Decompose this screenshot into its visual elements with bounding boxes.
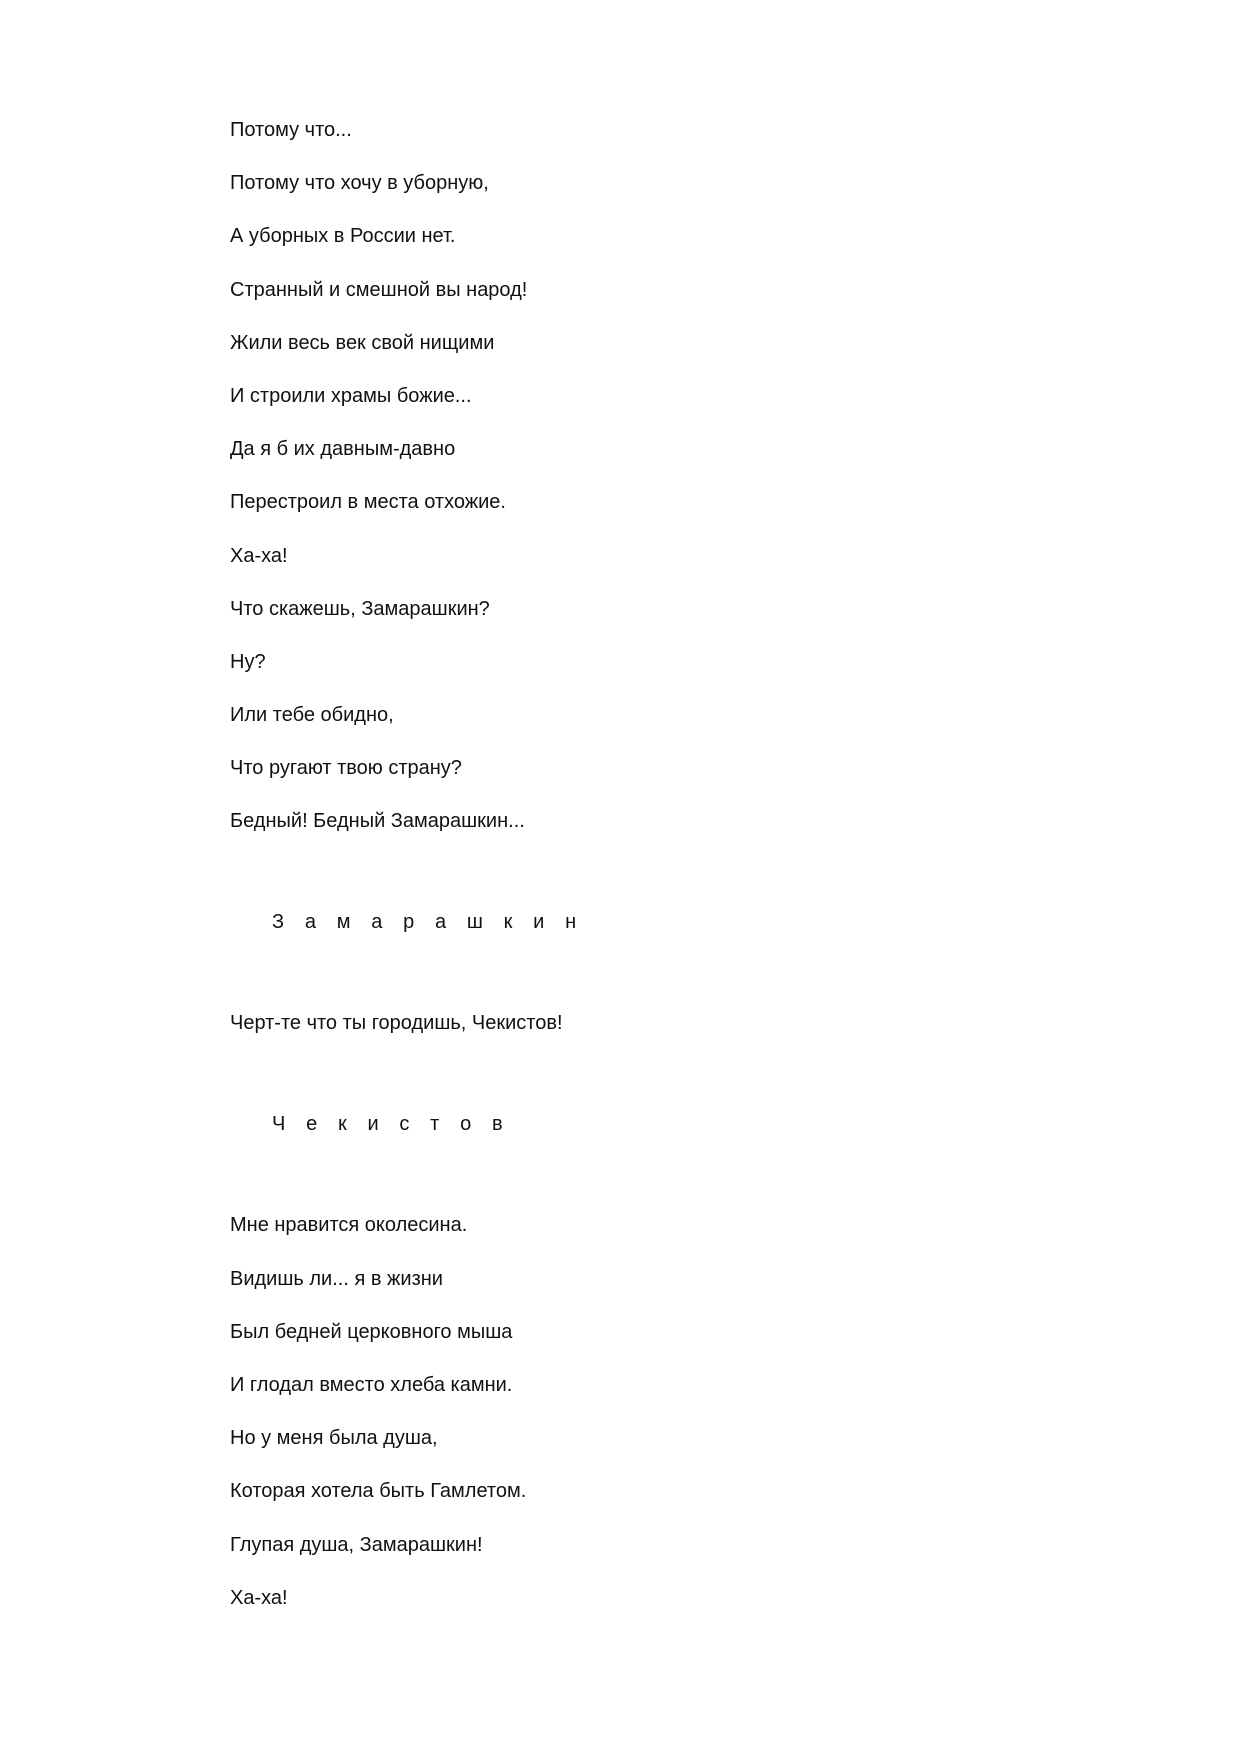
poem-line: Но у меня была душа, <box>230 1427 438 1450</box>
poem-line: Потому что... <box>230 119 352 141</box>
poem-line: Бедный! Бедный Замарашкин... <box>230 810 525 833</box>
speaker-name-zamarashkin: З а м а р а ш к и н <box>272 911 584 934</box>
poem-line: Которая хотела быть Гамлетом. <box>230 1480 527 1503</box>
poem-line: Был бедней церковного мыша <box>230 1320 513 1343</box>
poem-line: Черт-те что ты городишь, Чекистов! <box>230 1012 563 1035</box>
poem-line: И глодал вместо хлеба камни. <box>230 1374 513 1396</box>
poem-line: Что ругают твою страну? <box>230 757 462 780</box>
poem-line: Ха-ха! <box>230 544 288 567</box>
poem-line: Мне нравится околесина. <box>230 1214 468 1237</box>
poem-line: А уборных в России нет. <box>230 225 456 248</box>
speaker-name-chekistov: Ч е к и с т о в <box>272 1113 511 1136</box>
poem-line: Потому что хочу в уборную, <box>230 172 489 195</box>
poem-line: Перестроил в места отхожие. <box>230 491 506 514</box>
poem-line: Или тебе обидно, <box>230 704 394 727</box>
poem-line: И строили храмы божие... <box>230 384 472 407</box>
poem-line: Что скажешь, Замарашкин? <box>230 597 490 620</box>
poem-text <box>230 118 1130 1639</box>
poem-line: Видишь ли... я в жизни <box>230 1267 443 1290</box>
poem-line: Ха-ха! <box>230 1586 288 1609</box>
poem-line: Глупая душа, Замарашкин! <box>230 1533 483 1556</box>
poem-line: Да я б их давным-давно <box>230 438 456 461</box>
poem-line: Ну? <box>230 650 266 673</box>
poem-line: Жили весь век свой нищими <box>230 331 495 354</box>
poem-line: Странный и смешной вы народ! <box>230 278 528 301</box>
